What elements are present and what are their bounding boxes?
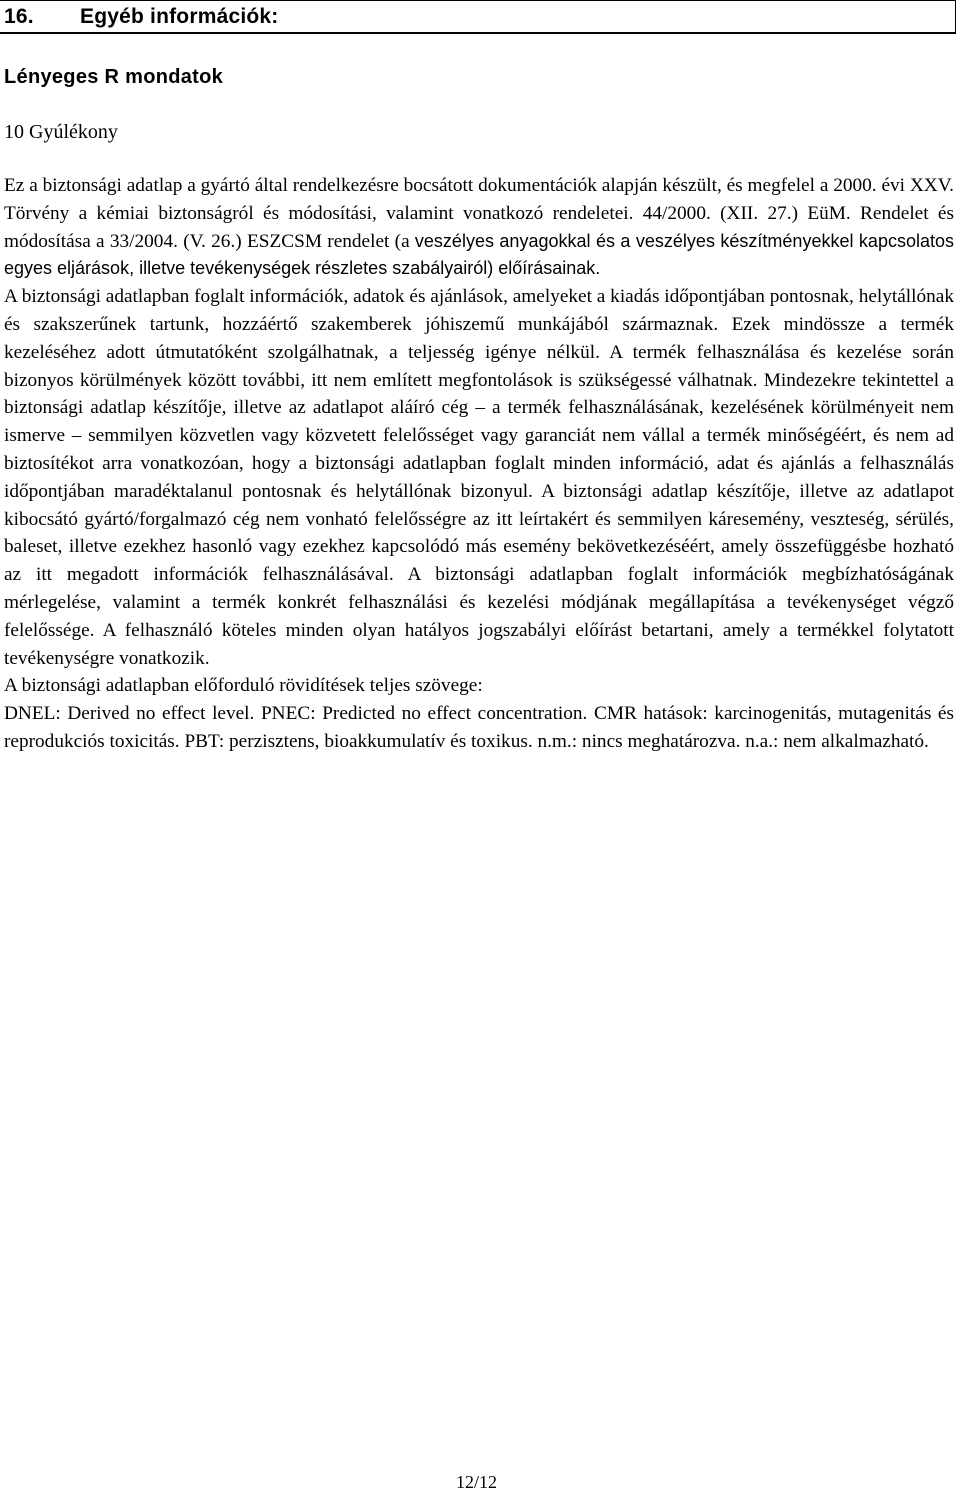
abbreviations-heading: A biztonsági adatlapban előforduló rövidítések teljes szövege:	[4, 675, 483, 697]
intro-paragraph	[4, 172, 954, 283]
intro-text-continued: veszélyes anyagokkal és a veszélyes készítményekkel kapcsolatos egyes eljárások, illetve tevékenységek részletes szabályairól) előírásainak.	[4, 230, 954, 279]
r-phrases-heading: Lényeges R mondatok	[4, 66, 224, 88]
disclaimer-paragraph: A biztonsági adatlapban foglalt információk, adatok és ajánlások, amelyeket a kiadás időpontjában pontosnak, helytállónak és szakszerűnek tartunk, hozzáértő szakemberek jóhiszemű munkájából származnak. Ezek mindössze a termék kezeléséhez adott útmutatóként szolgálhatnak, a teljesség igénye nélkül. A termék felhasználása és kezelése során bizonyos körülmények között további, itt nem említett megfontolások is szükségessé válhatnak. Mindezekre tekintettel a biztonsági adatlap készítője, illetve az adatlapot aláíró cég – a termék felhasználásának, kezelésének körülményeit nem ismerve – semmilyen közvetlen vagy közvetett felelősséget vagy garanciát nem vállal a termék minőségéért, és nem ad biztosítékot arra vonatkozóan, hogy a biztonsági adatlapban foglalt minden információ, adat és ajánlás a felhasználás időpontjában maradéktalanul pontosnak és helytállónak bizonyul. A biztonsági adatlap készítője, illetve az adatlapot kibocsátó gyártó/forgalmazó cég nem vonható felelősségre az itt leírtakért és semmilyen káresemény, veszteség, sérülés, baleset, illetve ezekhez hasonló vagy ezekhez kapcsolódó más esemény bekövetkezéséért, amely összefüggésbe hozható az itt megadott információk felhasználásával. A biztonsági adatlapban foglalt információk megbízhatóságának mérlegelése, valamint a termék konkrét felhasználási és kezelési módjának megállapítása a tevékenységet végző felelőssége. A felhasználó köteles minden olyan hatályos jogszabályi előírást betartani, amely a termékkel folytatott tevékenységre vonatkozik.	[4, 286, 954, 669]
section-header	[0, 0, 956, 34]
section-title-line	[4, 5, 278, 29]
abbreviations-paragraph: DNEL: Derived no effect level. PNEC: Predicted no effect concentration. CMR hatások: karcinogenitás, mutagenitás és reprodukciós toxicitás. PBT: perzisztens, bioakkumulatív és toxikus. n.m.: nincs meghatározva. n.a.: nem alkalmazható.	[4, 703, 954, 752]
intro-text: Ez a biztonsági adatlap a gyártó által rendelkezésre bocsátott dokumentációk alapján készült, és megfelel a 2000. évi XXV. Törvény a kémiai biztonságról és módosítási, valamint vonatkozó rendeletei. 44/2000. (XII. 27.) EüM. Rendelet és módosítása a 33/2004. (V. 26.) ESZCSM rendelet (a	[4, 175, 954, 252]
section-number: 16.	[4, 5, 34, 28]
section-title: Egyéb információk:	[80, 5, 279, 28]
r-phrase-item: 10 Gyúlékony	[4, 121, 118, 143]
document-body	[4, 172, 954, 756]
page-number: 12/12	[456, 1472, 498, 1492]
